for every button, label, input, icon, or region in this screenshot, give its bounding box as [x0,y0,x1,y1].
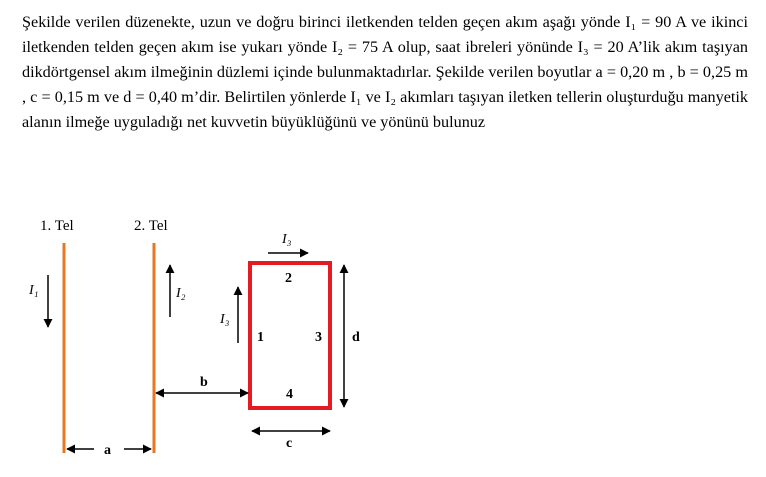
dim-c-label: c [286,436,293,451]
dim-b-label: b [200,375,208,390]
i3-label-side: I₃ [220,312,230,327]
side-4-label: 4 [286,387,293,402]
side-3-label: 3 [315,330,322,345]
side-1-label: 1 [257,330,264,345]
problem-text: Şekilde verilen düzenekte, uzun ve doğru birinci iletkenden telden geçen akım aşağı yönde I₁ = 90 A ve ikinci iletkenden telden geçen akım ise yukarı yönde I₂ = 75 A olup, saat ibreleri yönünde I₃ = 20 A’lik akım taşıyan dikdörtgensel akım ilmeğinin düzlemi içinde bulunmaktadırlar. Şekilde verilen boyutlar a = 0,20 m , b = 0,25 m , c = 0,15 m ve d = 0,40 m’dir. Belirtilen yönlerde I₁ ve I₂ akımları taşıyan iletken tellerin oluşturduğu manyetik alanın ilmeğe uyguladığı net kuvvetin büyüklüğünü ve yönünü bulunuz [22,13,748,131]
wire2-label: 2. Tel [134,218,168,234]
i2-label: I₂ [176,286,186,301]
side-2-label: 2 [285,271,292,286]
wire1-label: 1. Tel [40,218,74,234]
i3-label-top: I₃ [282,232,292,247]
circuit-figure [0,205,766,477]
dim-d-label: d [352,330,360,345]
problem-statement [22,10,748,135]
dim-a-label: a [104,443,111,458]
i1-label: I₁ [29,283,39,298]
